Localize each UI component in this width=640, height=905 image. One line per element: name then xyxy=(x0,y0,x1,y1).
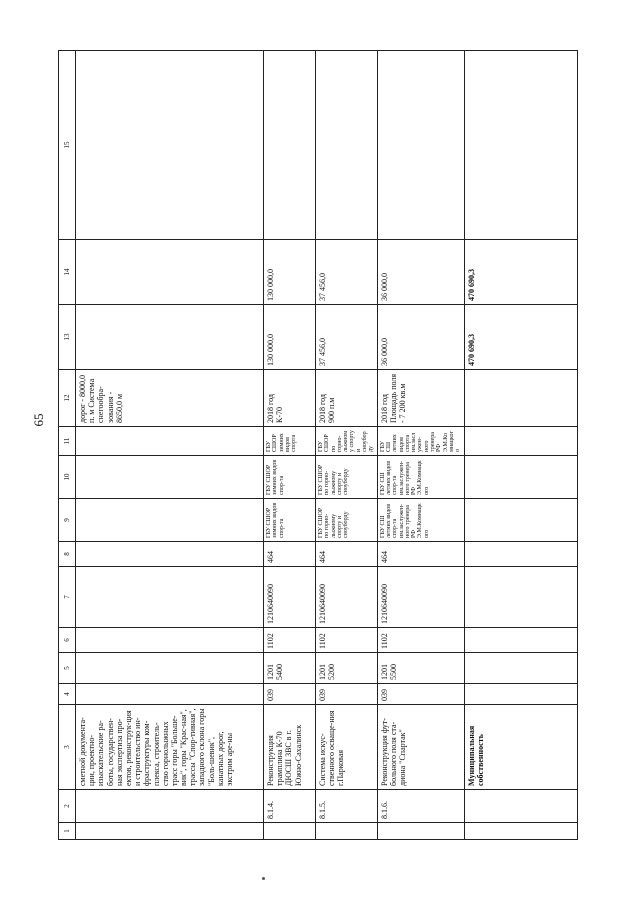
col-header-2: 2 xyxy=(59,790,76,823)
cell-empty xyxy=(464,684,577,705)
col-header-15: 15 xyxy=(59,51,76,240)
cell-empty xyxy=(464,628,577,653)
row-section-code: 1201 5400 xyxy=(264,653,316,684)
cell-empty xyxy=(464,427,577,456)
row-customer: ГБУ СШОР зимних видов спор-та xyxy=(264,499,316,542)
table-row xyxy=(377,51,464,840)
continuation-description: сметной документа-ции, проектно-изыскательские ра-боты, государствен-ная экспертиза про-ектов, реконструк-ция и строительство ин-фраструктуры ком-плекса, строитель-ство горнолыжных трасс горы "Больше-вик", горы "Крас-ная", трассы "Спор-тивная", западного склона горы "Боль-шевик", канатных дорог, экстрим аре-ны xyxy=(76,705,264,790)
page-number: 65 xyxy=(31,413,46,427)
row-result: 2018 год К-70 xyxy=(264,370,316,427)
row-ministry-code: 039 xyxy=(377,684,464,705)
program-table xyxy=(58,50,578,840)
row-subsection-code: 1102 xyxy=(377,628,464,653)
cell-empty xyxy=(76,499,264,542)
summary-label: Муниципальная собственность xyxy=(464,705,577,790)
row-section-code: 1201 5500 xyxy=(377,653,464,684)
table-row xyxy=(264,51,316,840)
col-header-1: 1 xyxy=(59,823,76,840)
row-number: 8.1.5. xyxy=(316,790,378,823)
col-header-6: 6 xyxy=(59,628,76,653)
cell-empty xyxy=(377,823,464,840)
cell-empty xyxy=(76,51,264,240)
cell-empty xyxy=(76,790,264,823)
row-section-code: 1201 5200 xyxy=(316,653,378,684)
rotated-table-container xyxy=(58,50,578,840)
row-budget: 130 000,0 xyxy=(264,240,316,305)
cell-empty xyxy=(76,628,264,653)
cell-empty xyxy=(464,653,577,684)
cell-empty xyxy=(76,684,264,705)
summary-total: 470 690,3 xyxy=(464,305,577,370)
row-total: 37 456,0 xyxy=(316,305,378,370)
row-ministry-code: 039 xyxy=(264,684,316,705)
cell-empty xyxy=(464,499,577,542)
row-operator: ГБУ СШОР зимних видов спорта xyxy=(264,427,316,456)
cell-empty xyxy=(76,823,264,840)
cell-empty xyxy=(464,790,577,823)
cell-empty xyxy=(264,823,316,840)
row-ministry-code: 039 xyxy=(316,684,378,705)
row-expense-code: 464 xyxy=(316,542,378,567)
row-developer: ГБУ СШ летних видов спор-та им.заслужен-ного тренера РФ Э.М.Комнацкого xyxy=(377,456,464,499)
column-number-row xyxy=(59,51,76,840)
row-expense-code: 464 xyxy=(377,542,464,567)
row-description: Реконструкция фут-больного поля ста-диона "Спартак" xyxy=(377,705,464,790)
row-target-code: 1210640090 xyxy=(377,567,464,628)
row-target-code: 1210640090 xyxy=(316,567,378,628)
row-result: 2018 год 900 п.м xyxy=(316,370,378,427)
row-number: 8.1.4. xyxy=(264,790,316,823)
table-row xyxy=(316,51,378,840)
row-total: 130 000,0 xyxy=(264,305,316,370)
cell-empty xyxy=(464,456,577,499)
col-header-5: 5 xyxy=(59,653,76,684)
row-operator: ГБУ СШ летних видов спорта им.заслужен-ного тренера РФ Э.М.Комнацкого xyxy=(377,427,464,456)
col-header-10: 10 xyxy=(59,456,76,499)
col-header-14: 14 xyxy=(59,240,76,305)
row-subsection-code: 1102 xyxy=(264,628,316,653)
cell-empty xyxy=(76,240,264,305)
cell-empty xyxy=(464,542,577,567)
row-result: 2018 год Площадь поля - 7 200 кв.м xyxy=(377,370,464,427)
col-header-12: 12 xyxy=(59,370,76,427)
row-total: 36 000,0 xyxy=(377,305,464,370)
row-operator: ГБУ СШОР по горно-лыжному спорту и сноуборду xyxy=(316,427,378,456)
col-header-7: 7 xyxy=(59,567,76,628)
cell-empty xyxy=(76,456,264,499)
col-header-9: 9 xyxy=(59,499,76,542)
row-note xyxy=(264,51,316,240)
col-header-4: 4 xyxy=(59,684,76,705)
row-expense-code: 464 xyxy=(264,542,316,567)
cell-empty xyxy=(76,542,264,567)
continuation-result: дорог - 8000,0 п. м Система снегообра-зования - 8650,0 м xyxy=(76,370,264,427)
col-header-13: 13 xyxy=(59,305,76,370)
cell-empty xyxy=(76,427,264,456)
row-customer: ГБУ СШ летних видов спор-та им.заслужен-ного тренера РФ Э.М.Комнацкого xyxy=(377,499,464,542)
continuation-row xyxy=(76,51,264,840)
row-developer: ГБУ СШОР зимних видов спор-та xyxy=(264,456,316,499)
row-description: Реконструкция трамплина К-70 ДЮСШ ЗВС в г. Южно-Сахалинск xyxy=(264,705,316,790)
cell-empty xyxy=(464,823,577,840)
row-number: 8.1.6. xyxy=(377,790,464,823)
cell-empty xyxy=(76,305,264,370)
row-budget: 37 456,0 xyxy=(316,240,378,305)
row-note xyxy=(316,51,378,240)
col-header-3: 3 xyxy=(59,705,76,790)
row-target-code: 1210640090 xyxy=(264,567,316,628)
row-developer: ГБУ СШОР по горно-лыжному спорту и сноуборду xyxy=(316,456,378,499)
cell-empty xyxy=(76,653,264,684)
row-subsection-code: 1102 xyxy=(316,628,378,653)
cell-empty xyxy=(464,51,577,240)
summary-row xyxy=(464,51,577,840)
col-header-11: 11 xyxy=(59,427,76,456)
cell-empty xyxy=(76,567,264,628)
row-budget: 36 000,0 xyxy=(377,240,464,305)
cell-empty xyxy=(316,823,378,840)
scan-speck xyxy=(262,877,265,880)
col-header-8: 8 xyxy=(59,542,76,567)
summary-budget: 470 690,3 xyxy=(464,240,577,305)
row-note xyxy=(377,51,464,240)
cell-empty xyxy=(464,567,577,628)
row-description: Система искус-ственного осваще-ния г.Парковая xyxy=(316,705,378,790)
cell-empty xyxy=(464,370,577,427)
row-customer: ГБУ СШОР по горно-лыжному спорту и сноуборду xyxy=(316,499,378,542)
